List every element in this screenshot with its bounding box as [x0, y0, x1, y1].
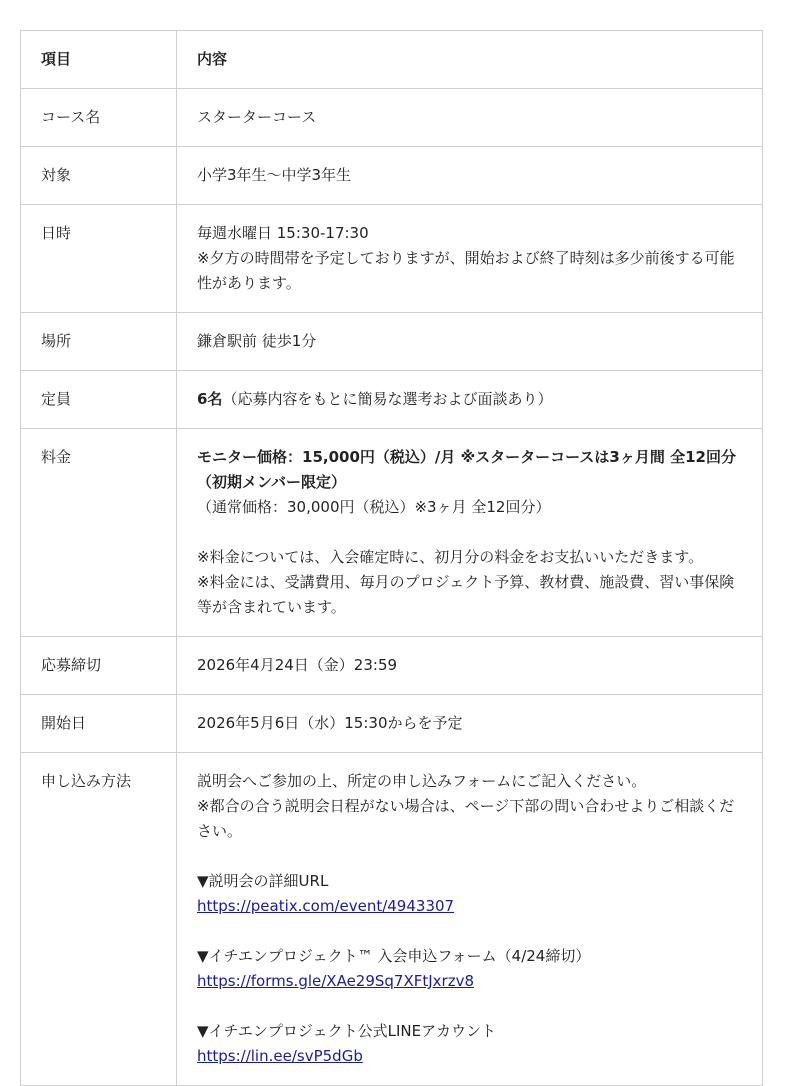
row-label-fee: 料金	[21, 429, 177, 637]
header-item: 項目	[21, 31, 177, 89]
application-form-title: ▼イチエンプロジェクト™ 入会申込フォーム（4/24締切）	[197, 947, 591, 965]
table-row	[21, 753, 763, 1086]
table-row	[21, 147, 763, 205]
capacity-number: 6名	[197, 390, 223, 408]
briefing-url-link[interactable]: https://peatix.com/event/4943307	[197, 897, 455, 915]
fee-monitor-price: モニター価格：15,000円（税込）/月 ※スターターコースは3ヶ月間 全12回分（初期メンバー限定）	[197, 448, 736, 491]
row-label-apply: 申し込み方法	[21, 753, 177, 1086]
fee-normal-price: （通常価格：30,000円（税込）※3ヶ月 全12回分）	[197, 498, 551, 516]
table-row	[21, 637, 763, 695]
briefing-url-title: ▼説明会の詳細URL	[197, 872, 329, 890]
row-value-deadline: 2026年4月24日（金）23:59	[177, 637, 763, 695]
row-label-datetime: 日時	[21, 205, 177, 313]
table-row	[21, 205, 763, 313]
row-label-place: 場所	[21, 313, 177, 371]
header-content: 内容	[177, 31, 763, 89]
datetime-note: ※夕方の時間帯を予定しておりますが、開始および終了時刻は多少前後する可能性があります。	[197, 249, 735, 292]
table-header-row	[21, 31, 763, 89]
datetime-schedule: 毎週水曜日 15:30-17:30	[197, 224, 369, 242]
row-label-start: 開始日	[21, 695, 177, 753]
fee-note-includes: ※料金には、受講費用、毎月のプロジェクト予算、教材費、施設費、習い事保険等が含まれています。	[197, 573, 735, 616]
row-value-target: 小学3年生〜中学3年生	[177, 147, 763, 205]
fee-note-payment: ※料金については、入会確定時に、初月分の料金をお支払いいただきます。	[197, 548, 704, 566]
capacity-note: （応募内容をもとに簡易な選考および面談あり）	[222, 390, 553, 408]
table-row	[21, 313, 763, 371]
line-account-title: ▼イチエンプロジェクト公式LINEアカウント	[197, 1022, 496, 1040]
table-row	[21, 371, 763, 429]
row-label-capacity: 定員	[21, 371, 177, 429]
apply-instruction: 説明会へご参加の上、所定の申し込みフォームにご記入ください。	[197, 772, 647, 790]
info-table-container	[20, 30, 762, 1086]
table-row	[21, 695, 763, 753]
table-row	[21, 89, 763, 147]
application-form-link[interactable]: https://forms.gle/XAe29Sq7XFtJxrzv8	[197, 972, 475, 990]
row-value-place: 鎌倉駅前 徒歩1分	[177, 313, 763, 371]
table-row	[21, 429, 763, 637]
apply-note: ※都合の合う説明会日程がない場合は、ページ下部の問い合わせよりご相談ください。	[197, 797, 735, 840]
row-value-datetime	[177, 205, 763, 313]
row-value-course: スターターコース	[177, 89, 763, 147]
row-value-apply	[177, 753, 763, 1086]
row-label-course: コース名	[21, 89, 177, 147]
row-label-target: 対象	[21, 147, 177, 205]
course-info-table	[20, 30, 763, 1086]
line-account-link[interactable]: https://lin.ee/svP5dGb	[197, 1047, 363, 1065]
row-value-fee	[177, 429, 763, 637]
row-value-start: 2026年5月6日（水）15:30からを予定	[177, 695, 763, 753]
row-label-deadline: 応募締切	[21, 637, 177, 695]
row-value-capacity	[177, 371, 763, 429]
